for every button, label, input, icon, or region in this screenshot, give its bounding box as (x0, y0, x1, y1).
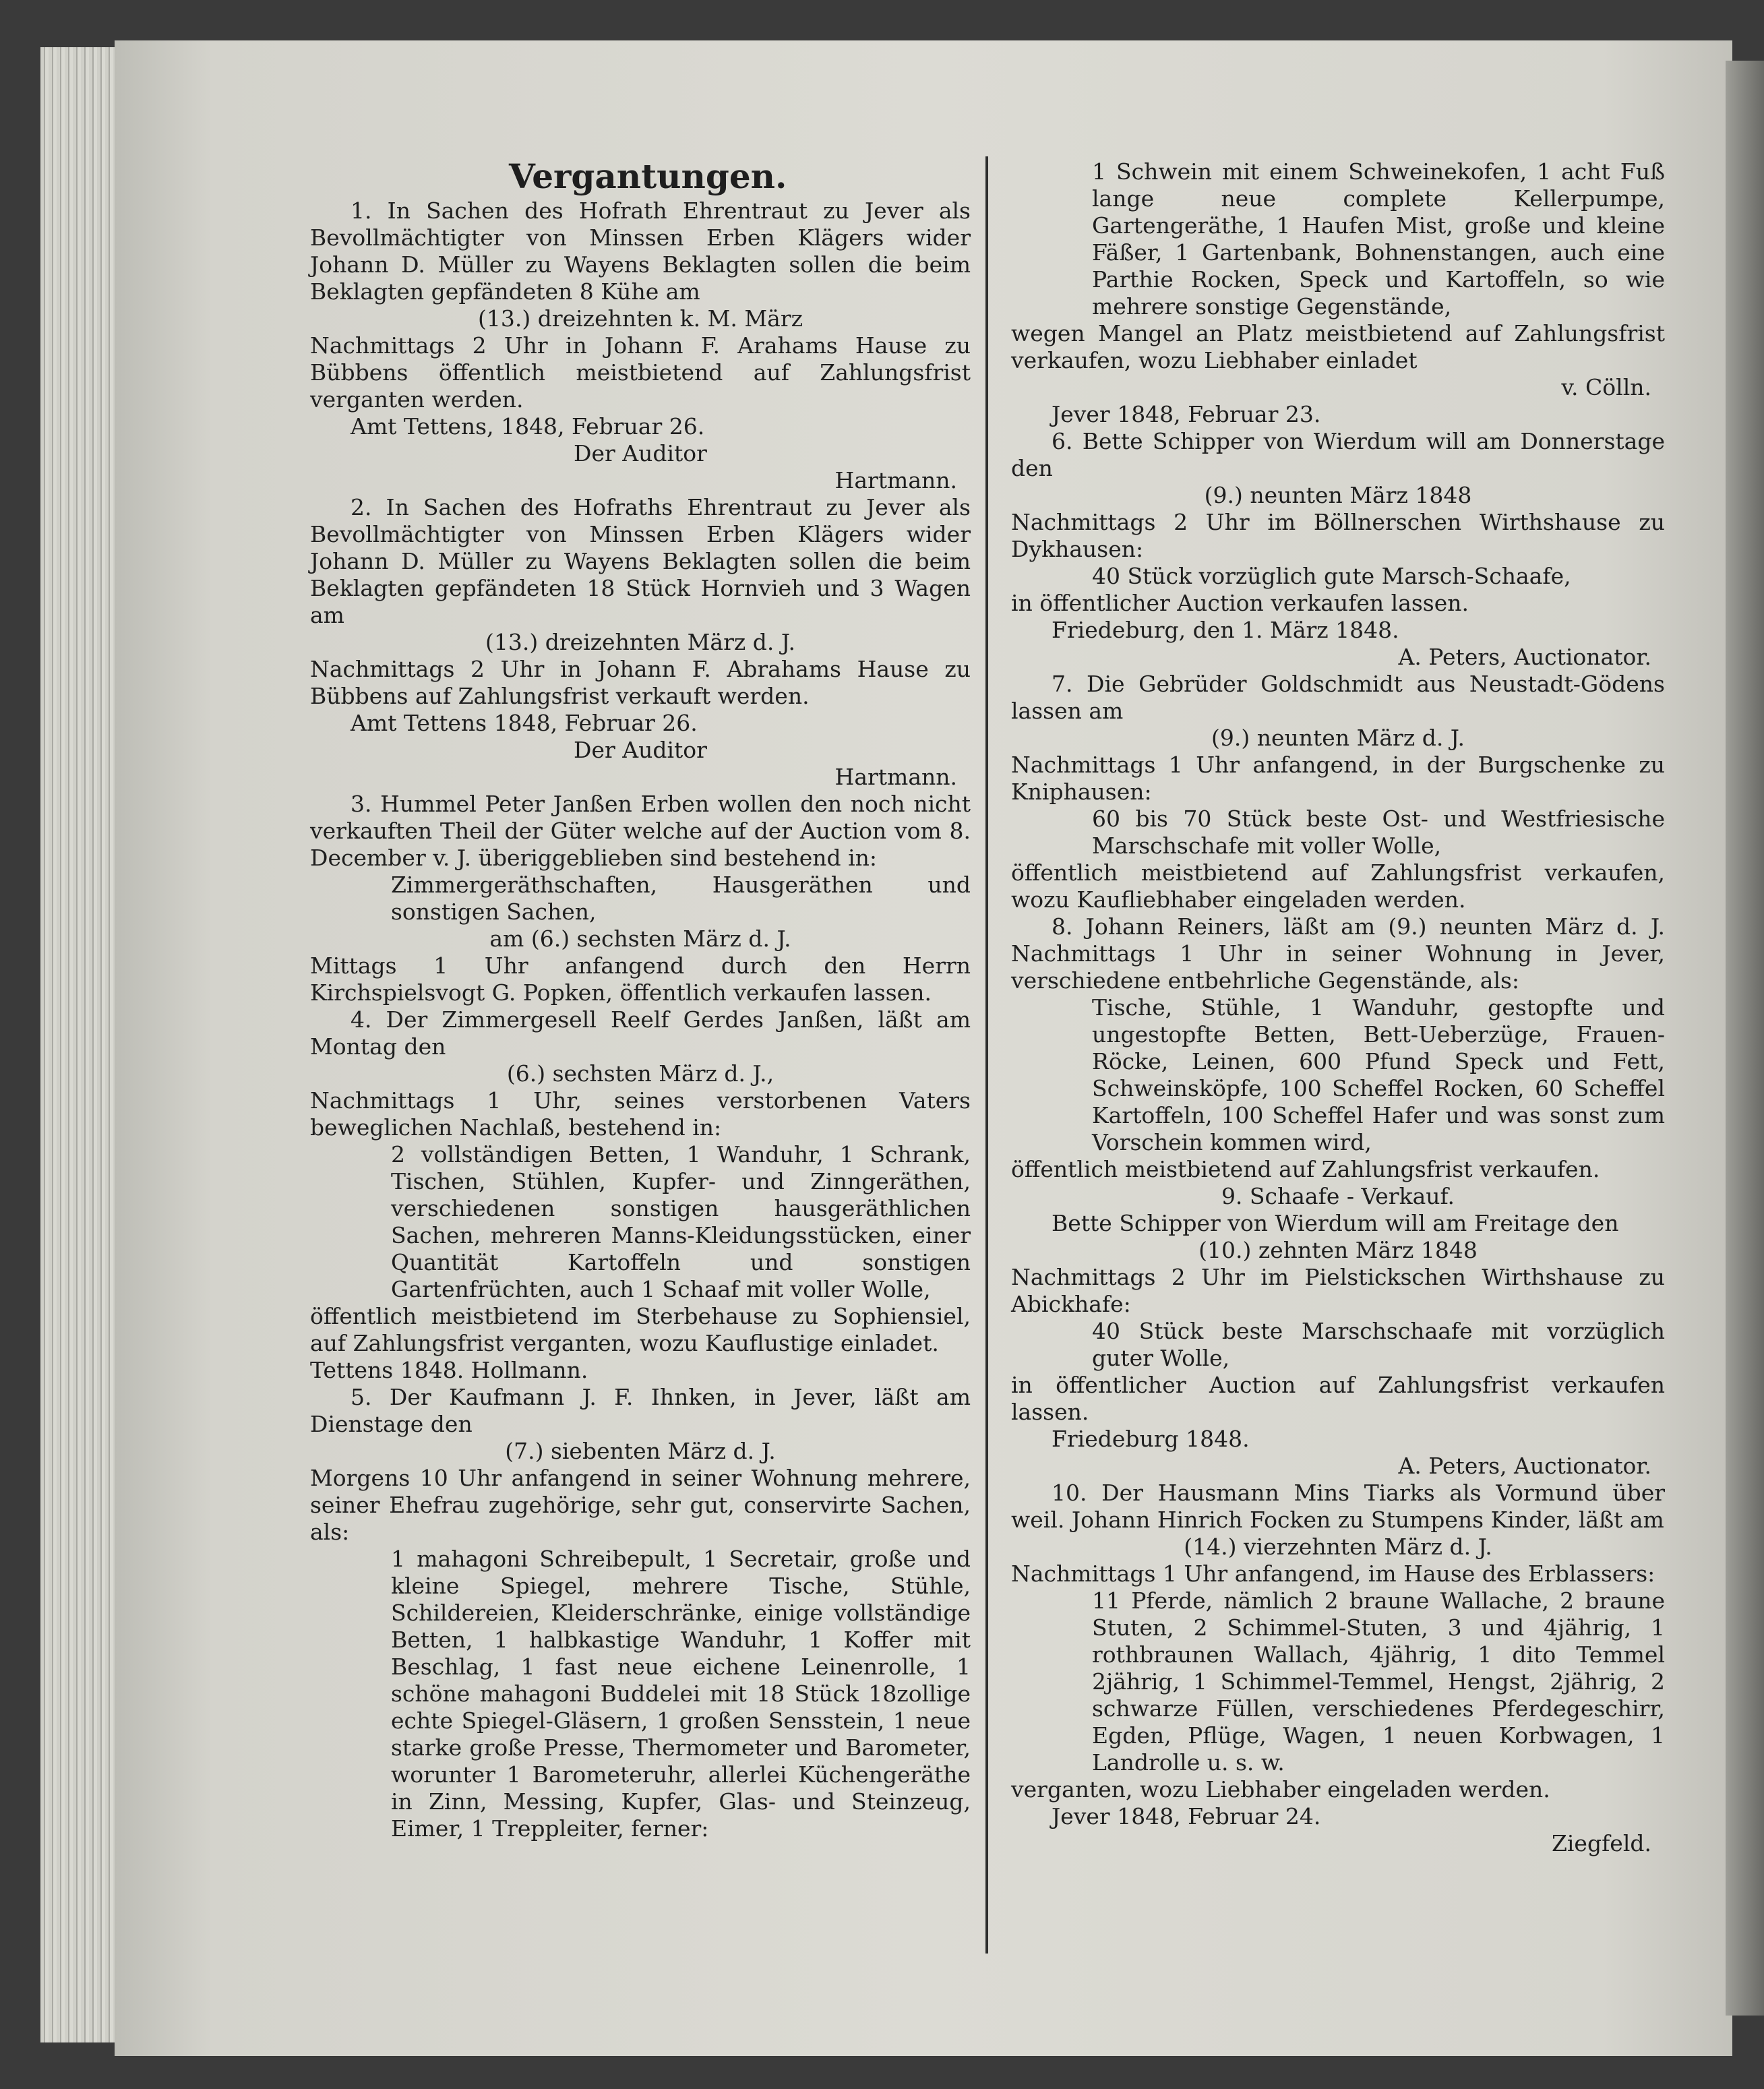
paragraph: 9. Schaafe - Verkauf. (1221, 1183, 1455, 1209)
paragraph: (13.) dreizehnten März d. J. (485, 629, 796, 655)
paragraph: 60 bis 70 Stück beste Ost- und Westfriesische Marschschafe mit voller Wolle, (1092, 806, 1665, 859)
paragraph: 8. Johann Reiners, läßt am (9.) neunten März d. J. Nachmittags 1 Uhr in seiner Wohnung in Jever, verschiedene entbehrliche Gegenstände, als: (1011, 913, 1665, 994)
left-column-body (310, 198, 971, 1842)
next-page-edge (1726, 61, 1764, 2016)
paragraph: Bette Schipper von Wierdum will am Freitage den (1052, 1210, 1619, 1236)
paragraph: Nachmittags 1 Uhr anfangend, in der Burgschenke zu Kniphausen: (1011, 752, 1665, 805)
right-column (1011, 158, 1665, 1857)
paragraph: Amt Tettens 1848, Februar 26. (351, 710, 698, 736)
paragraph: Nachmittags 2 Uhr im Böllnerschen Wirthshause zu Dykhausen: (1011, 509, 1665, 562)
paragraph: Nachmittags 2 Uhr im Pielstickschen Wirthshause zu Abickhafe: (1011, 1264, 1665, 1317)
paragraph: verganten, wozu Liebhaber eingeladen werden. (1011, 1776, 1550, 1803)
paragraph: Ziegfeld. (1551, 1830, 1651, 1856)
paragraph: öffentlich meistbietend auf Zahlungsfrist verkaufen. (1011, 1156, 1600, 1182)
paragraph: Jever 1848, Februar 24. (1052, 1803, 1321, 1829)
paragraph: Nachmittags 1 Uhr anfangend, im Hause des Erblassers: (1011, 1561, 1655, 1587)
paragraph: (10.) zehnten März 1848 (1198, 1237, 1478, 1263)
paragraph: 40 Stück beste Marschschaafe mit vorzüglich guter Wolle, (1092, 1318, 1665, 1371)
paragraph: Der Auditor (574, 737, 707, 763)
left-column (310, 158, 971, 1842)
paragraph: (13.) dreizehnten k. M. März (477, 305, 803, 332)
paragraph: 2 vollständigen Betten, 1 Wanduhr, 1 Schrank, Tischen, Stühlen, Kupfer- und Zinngeräthen, verschiedenen sonstigen hausgeräthlichen Sachen, mehreren Manns-Kleidungsstücken, einer Quantität Kartoffeln und sonstigen Gartenfrüchten, auch 1 Schaaf mit voller Wolle, (391, 1141, 971, 1302)
paragraph: 1 Schwein mit einem Schweinekofen, 1 acht Fuß lange neue complete Kellerpumpe, Gartengeräthe, 1 Haufen Mist, große und kleine Fäßer, 1 Gartenbank, Bohnenstangen, auch eine Parthie Rocken, Speck und Kartoffeln, so wie mehrere sonstige Gegenstände, (1092, 158, 1665, 320)
right-column-body (1011, 158, 1665, 1857)
paragraph: Amt Tettens, 1848, Februar 26. (351, 413, 705, 440)
paragraph: Tische, Stühle, 1 Wanduhr, gestopfte und ungestopfte Betten, Bett-Ueberzüge, Frauen-Röcke, Leinen, 600 Pfund Speck und Fett, Schweinsköpfe, 100 Scheffel Rocken, 60 Scheffel Kartoffeln, 100 Scheffel Hafer und was sonst zum Vorschein kommen wird, (1092, 994, 1665, 1155)
paragraph: 40 Stück vorzüglich gute Marsch-Schaafe, (1092, 563, 1571, 589)
paragraph: 11 Pferde, nämlich 2 braune Wallache, 2 braune Stuten, 2 Schimmel-Stuten, 3 und 4jährig, 1 rothbraunen Wallach, 4jährig, 1 dito Temmel 2jährig, 1 Schimmel-Temmel, Hengst, 2jährig, 2 schwarze Füllen, verschiedenes Pferdegeschirr, Egden, Pflüge, Wagen, 1 neuen Korbwagen, 1 Landrolle u. s. w. (1092, 1587, 1665, 1776)
paragraph: Tettens 1848. Hollmann. (310, 1357, 588, 1383)
section-heading: Vergantungen. (509, 156, 787, 196)
paragraph: A. Peters, Auctionator. (1398, 644, 1651, 670)
paragraph: (14.) vierzehnten März d. J. (1184, 1534, 1492, 1560)
paragraph: Mittags 1 Uhr anfangend durch den Herrn Kirchspielsvogt G. Popken, öffentlich verkaufen lassen. (310, 952, 971, 1006)
paragraph: Hartmann. (834, 467, 957, 493)
paragraph: Friedeburg, den 1. März 1848. (1052, 617, 1399, 643)
paragraph: (7.) siebenten März d. J. (505, 1438, 776, 1464)
paragraph: (6.) sechsten März d. J., (506, 1060, 774, 1087)
paragraph: Hartmann. (834, 764, 957, 790)
paragraph: 10. Der Hausmann Mins Tiarks als Vormund über weil. Johann Hinrich Focken zu Stumpens Kinder, läßt am (1011, 1480, 1665, 1533)
paragraph: Nachmittags 1 Uhr, seines verstorbenen Vaters beweglichen Nachlaß, bestehend in: (310, 1087, 971, 1141)
paragraph: 4. Der Zimmergesell Reelf Gerdes Janßen, läßt am Montag den (310, 1006, 971, 1060)
paragraph: 6. Bette Schipper von Wierdum will am Donnerstage den (1011, 428, 1665, 481)
paragraph: 3. Hummel Peter Janßen Erben wollen den noch nicht verkauften Theil der Güter welche auf der Auction vom 8. December v. J. überiggeblieben sind bestehend in: (310, 791, 971, 871)
paragraph: Nachmittags 2 Uhr in Johann F. Arahams Hause zu Bübbens öffentlich meistbietend auf Zahlungsfrist verganten werden. (310, 332, 971, 413)
paragraph: Der Auditor (574, 440, 707, 466)
paragraph: (9.) neunten März d. J. (1211, 725, 1465, 751)
paragraph: in öffentlicher Auction verkaufen lassen. (1011, 590, 1469, 616)
paragraph: Morgens 10 Uhr anfangend in seiner Wohnung mehrere, seiner Ehefrau zugehörige, sehr gut, conservirte Sachen, als: (310, 1465, 971, 1545)
paragraph: öffentlich meistbietend im Sterbehause zu Sophiensiel, auf Zahlungsfrist verganten, wozu Kauflustige einladet. (310, 1303, 971, 1356)
paragraph: Nachmittags 2 Uhr in Johann F. Abrahams Hause zu Bübbens auf Zahlungsfrist verkauft werden. (310, 656, 971, 709)
paragraph: 1. In Sachen des Hofrath Ehrentraut zu Jever als Bevollmächtigter von Minssen Erben Klägers wider Johann D. Müller zu Wayens Beklagten sollen die beim Beklagten gepfändeten 8 Kühe am (310, 198, 971, 305)
paragraph: 7. Die Gebrüder Goldschmidt aus Neustadt-Gödens lassen am (1011, 671, 1665, 724)
paragraph: wegen Mangel an Platz meistbietend auf Zahlungsfrist verkaufen, wozu Liebhaber einladet (1011, 320, 1665, 373)
paragraph: Zimmergeräthschaften, Hausgeräthen und sonstigen Sachen, (391, 872, 971, 925)
paragraph: (9.) neunten März 1848 (1204, 482, 1472, 508)
paragraph: v. Cölln. (1561, 374, 1651, 400)
paragraph: 1 mahagoni Schreibepult, 1 Secretair, große und kleine Spiegel, mehrere Tische, Stühle, Schildereien, Kleiderschränke, einige vollständige Betten, 1 halbkastige Wanduhr, 1 Koffer mit Beschlag, 1 fast neue eichene Leinenrolle, 1 schöne mahagoni Buddelei mit 18 Stück 18zollige echte Spiegel-Gläsern, 1 großen Sensstein, 1 neue starke große Presse, Thermometer und Barometer, worunter 1 Barometeruhr, allerlei Küchengeräthe in Zinn, Messing, Kupfer, Glas- und Steinzeug, Eimer, 1 Treppleiter, ferner: (391, 1546, 971, 1842)
paragraph: in öffentlicher Auction auf Zahlungsfrist verkaufen lassen. (1011, 1372, 1665, 1425)
paragraph: Jever 1848, Februar 23. (1052, 401, 1321, 427)
paragraph: öffentlich meistbietend auf Zahlungsfrist verkaufen, wozu Kaufliebhaber eingeladen werden. (1011, 859, 1665, 913)
paragraph: am (6.) sechsten März d. J. (489, 926, 791, 952)
paragraph: A. Peters, Auctionator. (1398, 1453, 1651, 1479)
paragraph: 2. In Sachen des Hofraths Ehrentraut zu Jever als Bevollmächtigter von Minssen Erben Klägers wider Johann D. Müller zu Wayens Beklagten sollen die beim Beklagten gepfändeten 18 Stück Hornvieh und 3 Wagen am (310, 494, 971, 628)
column-divider (985, 156, 988, 1954)
paragraph: Friedeburg 1848. (1052, 1426, 1250, 1452)
paragraph: 5. Der Kaufmann J. F. Ihnken, in Jever, läßt am Dienstage den (310, 1384, 971, 1437)
